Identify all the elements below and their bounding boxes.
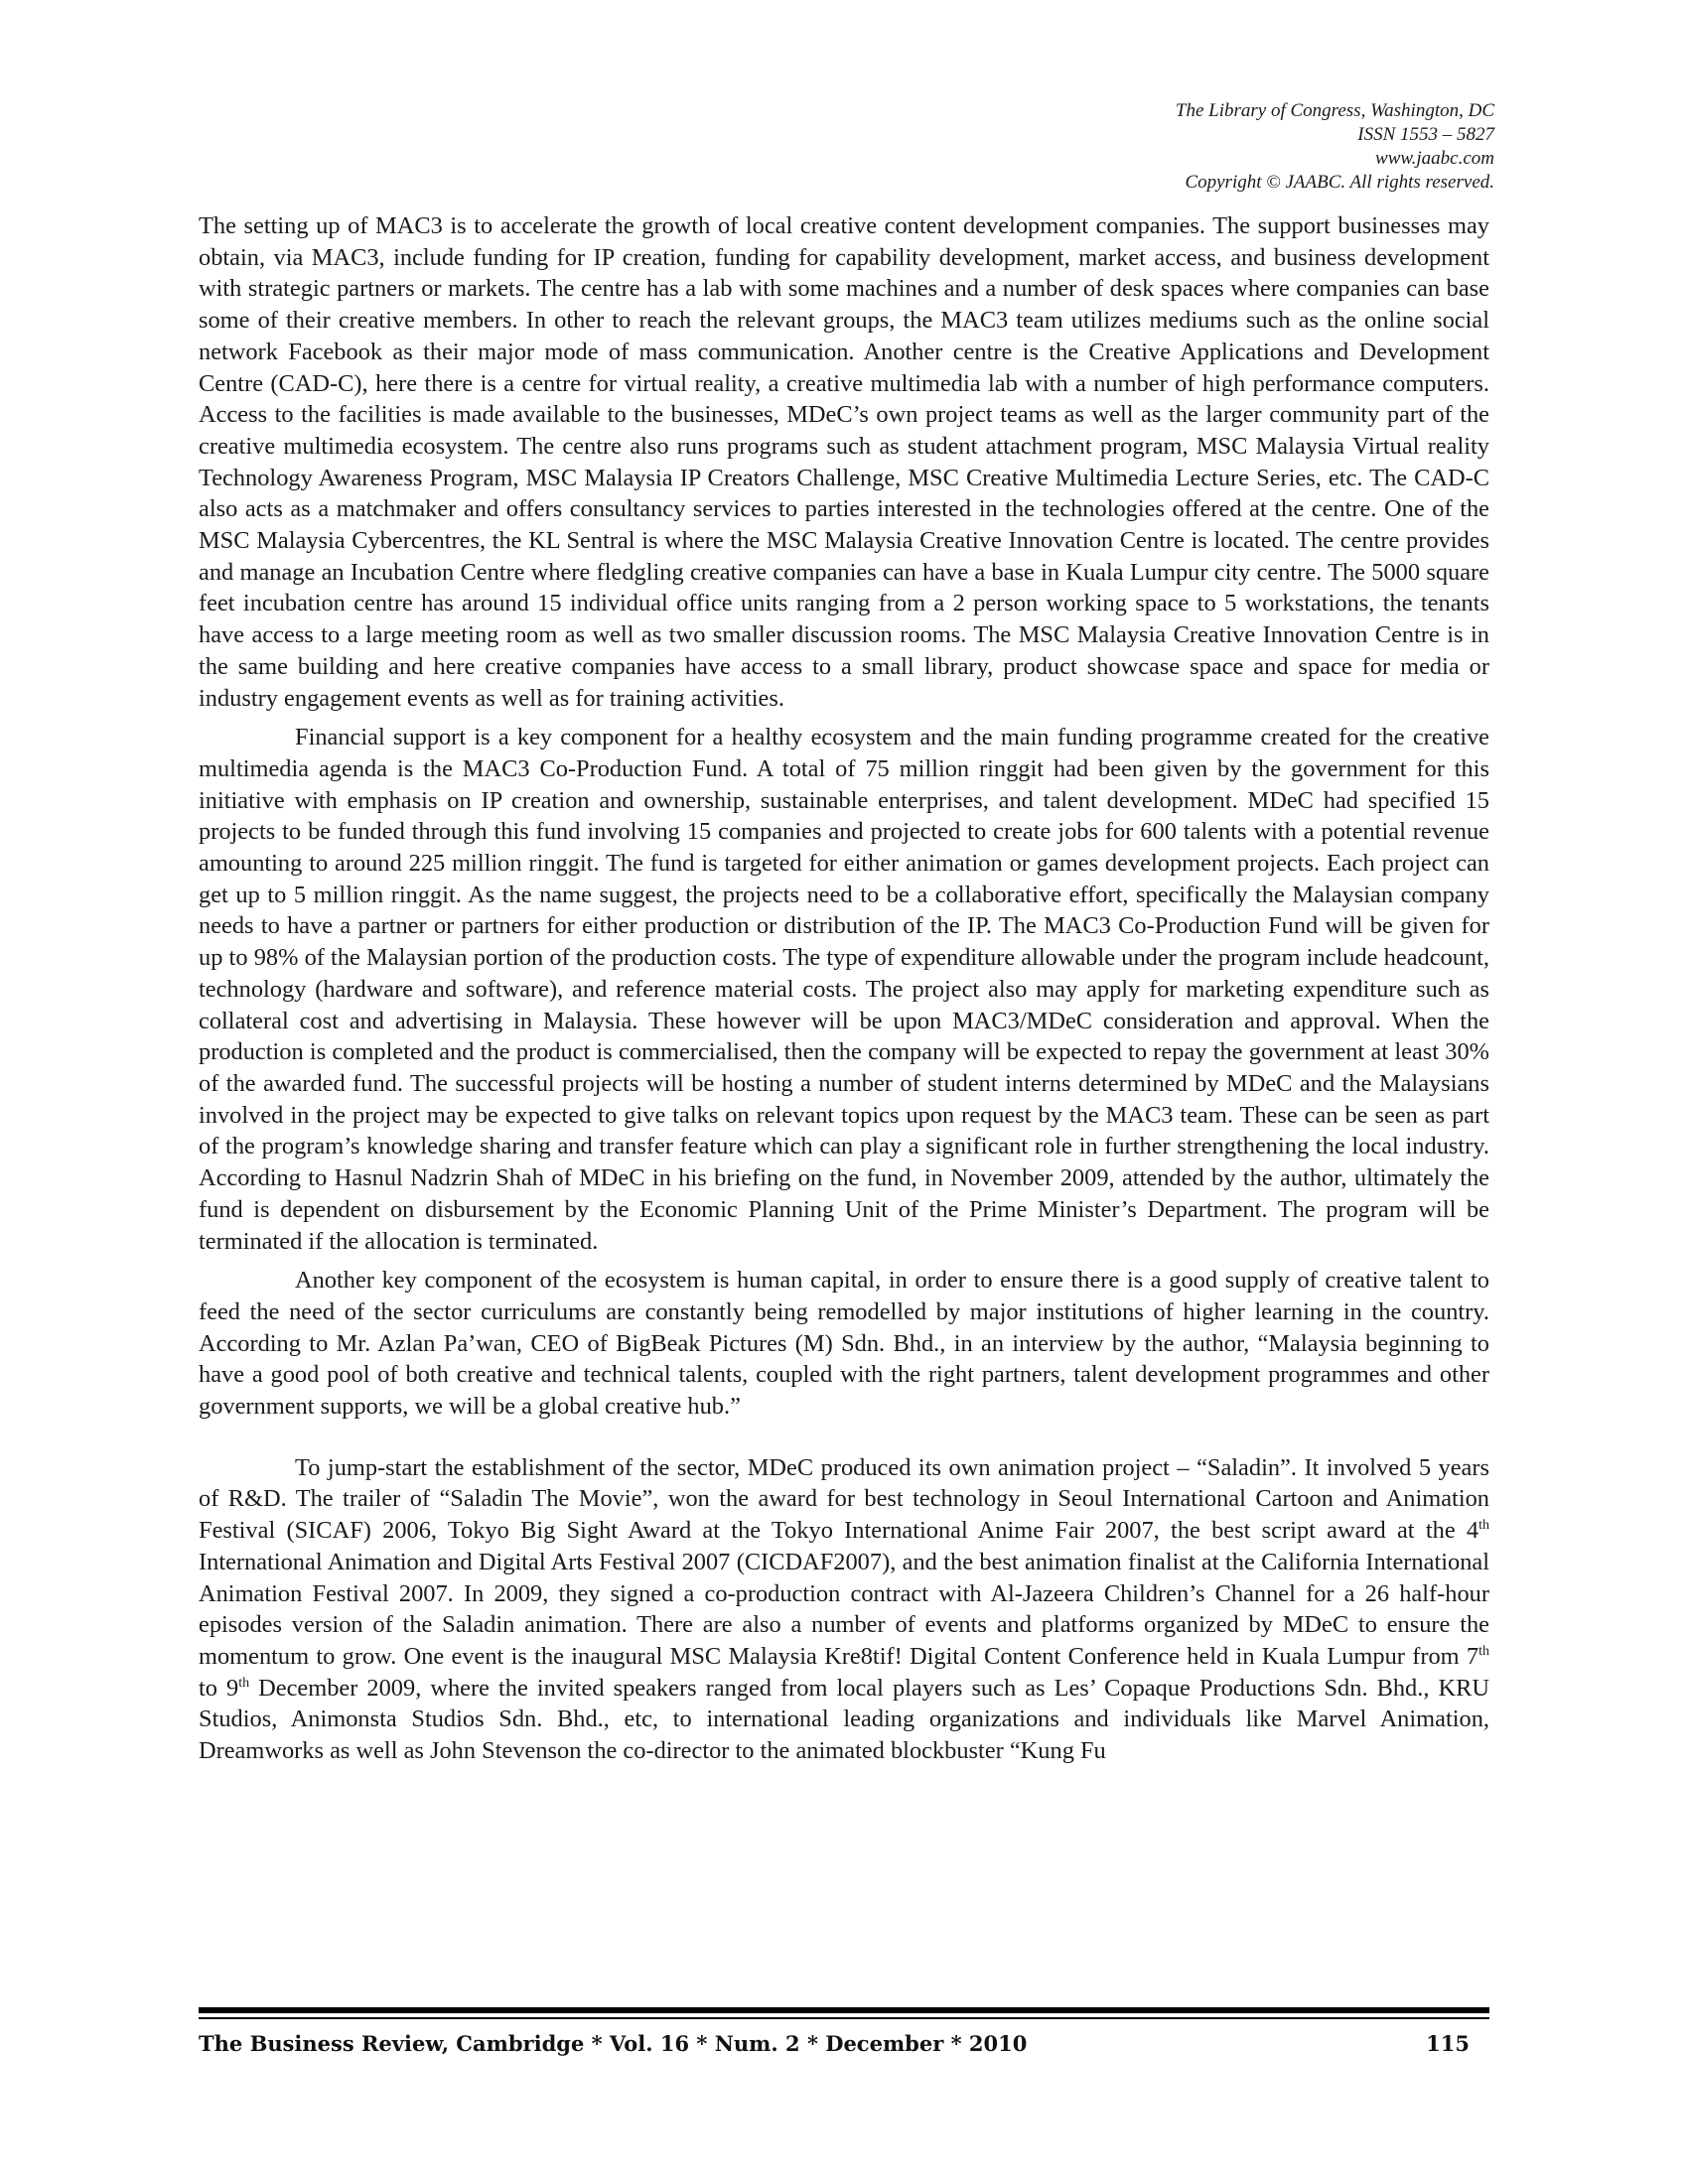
ordinal-superscript: th bbox=[1478, 1518, 1489, 1533]
header-issn: ISSN 1553 – 5827 bbox=[1357, 124, 1494, 145]
header-website: www.jaabc.com bbox=[1375, 148, 1494, 169]
page-number: 115 bbox=[1426, 2031, 1470, 2056]
ordinal-superscript: th bbox=[238, 1675, 250, 1691]
ordinal-superscript: th bbox=[1478, 1643, 1489, 1659]
journal-header bbox=[799, 99, 1494, 195]
article-body bbox=[199, 210, 1489, 1767]
footer-rule-thick bbox=[199, 2007, 1489, 2013]
paragraph-saladin bbox=[199, 1452, 1489, 1767]
paragraph-text: To jump-start the establishment of the sector, MDeC produced its own animation project – “Saladin”. It involved 5 years of R&D. The trailer of “Saladin The Movie”, won the award for best technology in Seoul International Cartoon and Animation Festival (SICAF) 2006, Tokyo Big Sight Award at the Tokyo International Anime Fair 2007, the best script award at the 4 bbox=[199, 1453, 1489, 1545]
footer-journal-citation: The Business Review, Cambridge * Vol. 16 * Num. 2 * December * 2010 bbox=[199, 2031, 1028, 2056]
paragraph-human-capital: Another key component of the ecosystem is human capital, in order to ensure there is a good supply of creative talent to feed the need of the sector curriculums are constantly being remodelled by major institutions of higher learning in the country. According to Mr. Azlan Pa’wan, CEO of BigBeak Pictures (M) Sdn. Bhd., in an interview by the author, “Malaysia beginning to have a good pool of both creative and technical talents, coupled with the right partners, talent development programmes and other government supports, we will be a global creative hub.” bbox=[199, 1267, 1489, 1421]
paragraph-text: International Animation and Digital Arts Festival 2007 (CICDAF2007), and the best animation finalist at the California International Animation Festival 2007. In 2009, they signed a co-production contract with Al-Jazeera Children’s Channel for a 26 half-hour episodes version of the Saladin animation. There are also a number of events and platforms organized by MDeC to ensure the momentum to grow. One event is the inaugural MSC Malaysia Kre8tif! Digital Content Conference held in Kuala Lumpur from 7 bbox=[199, 1548, 1489, 1670]
paragraph-text: December 2009, where the invited speakers ranged from local players such as Les’ Copaque Productions Sdn. Bhd., KRU Studios, Animonsta Studios Sdn. Bhd., etc, to international leading organizations and individuals like Marvel Animation, Dreamworks as well as John Stevenson the co-director to the animated blockbuster “Kung Fu bbox=[199, 1674, 1489, 1765]
header-copyright: Copyright © JAABC. All rights reserved. bbox=[1185, 172, 1494, 193]
footer-rule-thin bbox=[199, 2017, 1489, 2019]
paragraph-text: to 9 bbox=[199, 1674, 239, 1702]
paragraph-financial-support: Financial support is a key component for a healthy ecosystem and the main funding programme created for the creative multimedia agenda is the MAC3 Co-Production Fund. A total of 75 million ringgit had been given by the government for this initiative with emphasis on IP creation and ownership, sustainable enterprises, and talent development. MDeC had specified 15 projects to be funded through this fund involving 15 companies and projected to create jobs for 600 talents with a potential revenue amounting to around 225 million ringgit. The fund is targeted for either animation or games development projects. Each project can get up to 5 million ringgit. As the name suggest, the projects need to be a collaborative effort, specifically the Malaysian company needs to have a partner or partners for either production or distribution of the IP. The MAC3 Co-Production Fund will be given for up to 98% of the Malaysian portion of the production costs. The type of expenditure allowable under the program include headcount, technology (hardware and software), and reference material costs. The project also may apply for marketing expenditure such as collateral cost and advertising in Malaysia. These however will be upon MAC3/MDeC consideration and approval. When the production is completed and the product is commercialised, then the company will be expected to repay the government at least 30% of the awarded fund. The successful projects will be hosting a number of student interns determined by MDeC and the Malaysians involved in the project may be expected to give talks on relevant topics upon request by the MAC3 team. These can be seen as part of the program’s knowledge sharing and transfer feature which can play a significant role in further strengthening the local industry. According to Hasnul Nadzrin Shah of MDeC in his briefing on the fund, in November 2009, attended by the author, ultimately the fund is dependent on disbursement by the Economic Planning Unit of the Prime Minister’s Department. The program will be terminated if the allocation is terminated. bbox=[199, 724, 1489, 1255]
header-library: The Library of Congress, Washington, DC bbox=[1175, 100, 1494, 121]
paragraph-mac3: The setting up of MAC3 is to accelerate the growth of local creative content development companies. The support businesses may obtain, via MAC3, include funding for IP creation, funding for capability development, market access, and business development with strategic partners or markets. The centre has a lab with some machines and a number of desk spaces where companies can base some of their creative members. In other to reach the relevant groups, the MAC3 team utilizes mediums such as the online social network Facebook as their major mode of mass communication. Another centre is the Creative Applications and Development Centre (CAD-C), here there is a centre for virtual reality, a creative multimedia lab with a number of high performance computers. Access to the facilities is made available to the businesses, MDeC’s own project teams as well as the larger community part of the creative multimedia ecosystem. The centre also runs programs such as student attachment program, MSC Malaysia Virtual reality Technology Awareness Program, MSC Malaysia IP Creators Challenge, MSC Creative Multimedia Lecture Series, etc. The CAD-C also acts as a matchmaker and offers consultancy services to parties interested in the technologies offered at the centre. One of the MSC Malaysia Cybercentres, the KL Sentral is where the MSC Malaysia Creative Innovation Centre is located. The centre provides and manage an Incubation Centre where fledgling creative companies can have a base in Kuala Lumpur city centre. The 5000 square feet incubation centre has around 15 individual office units ranging from a 2 person working space to 5 workstations, the tenants have access to a large meeting room as well as two smaller discussion rooms. The MSC Malaysia Creative Innovation Centre is in the same building and here creative companies have access to a small library, product showcase space and space for media or industry engagement events as well as for training activities. bbox=[199, 212, 1489, 712]
